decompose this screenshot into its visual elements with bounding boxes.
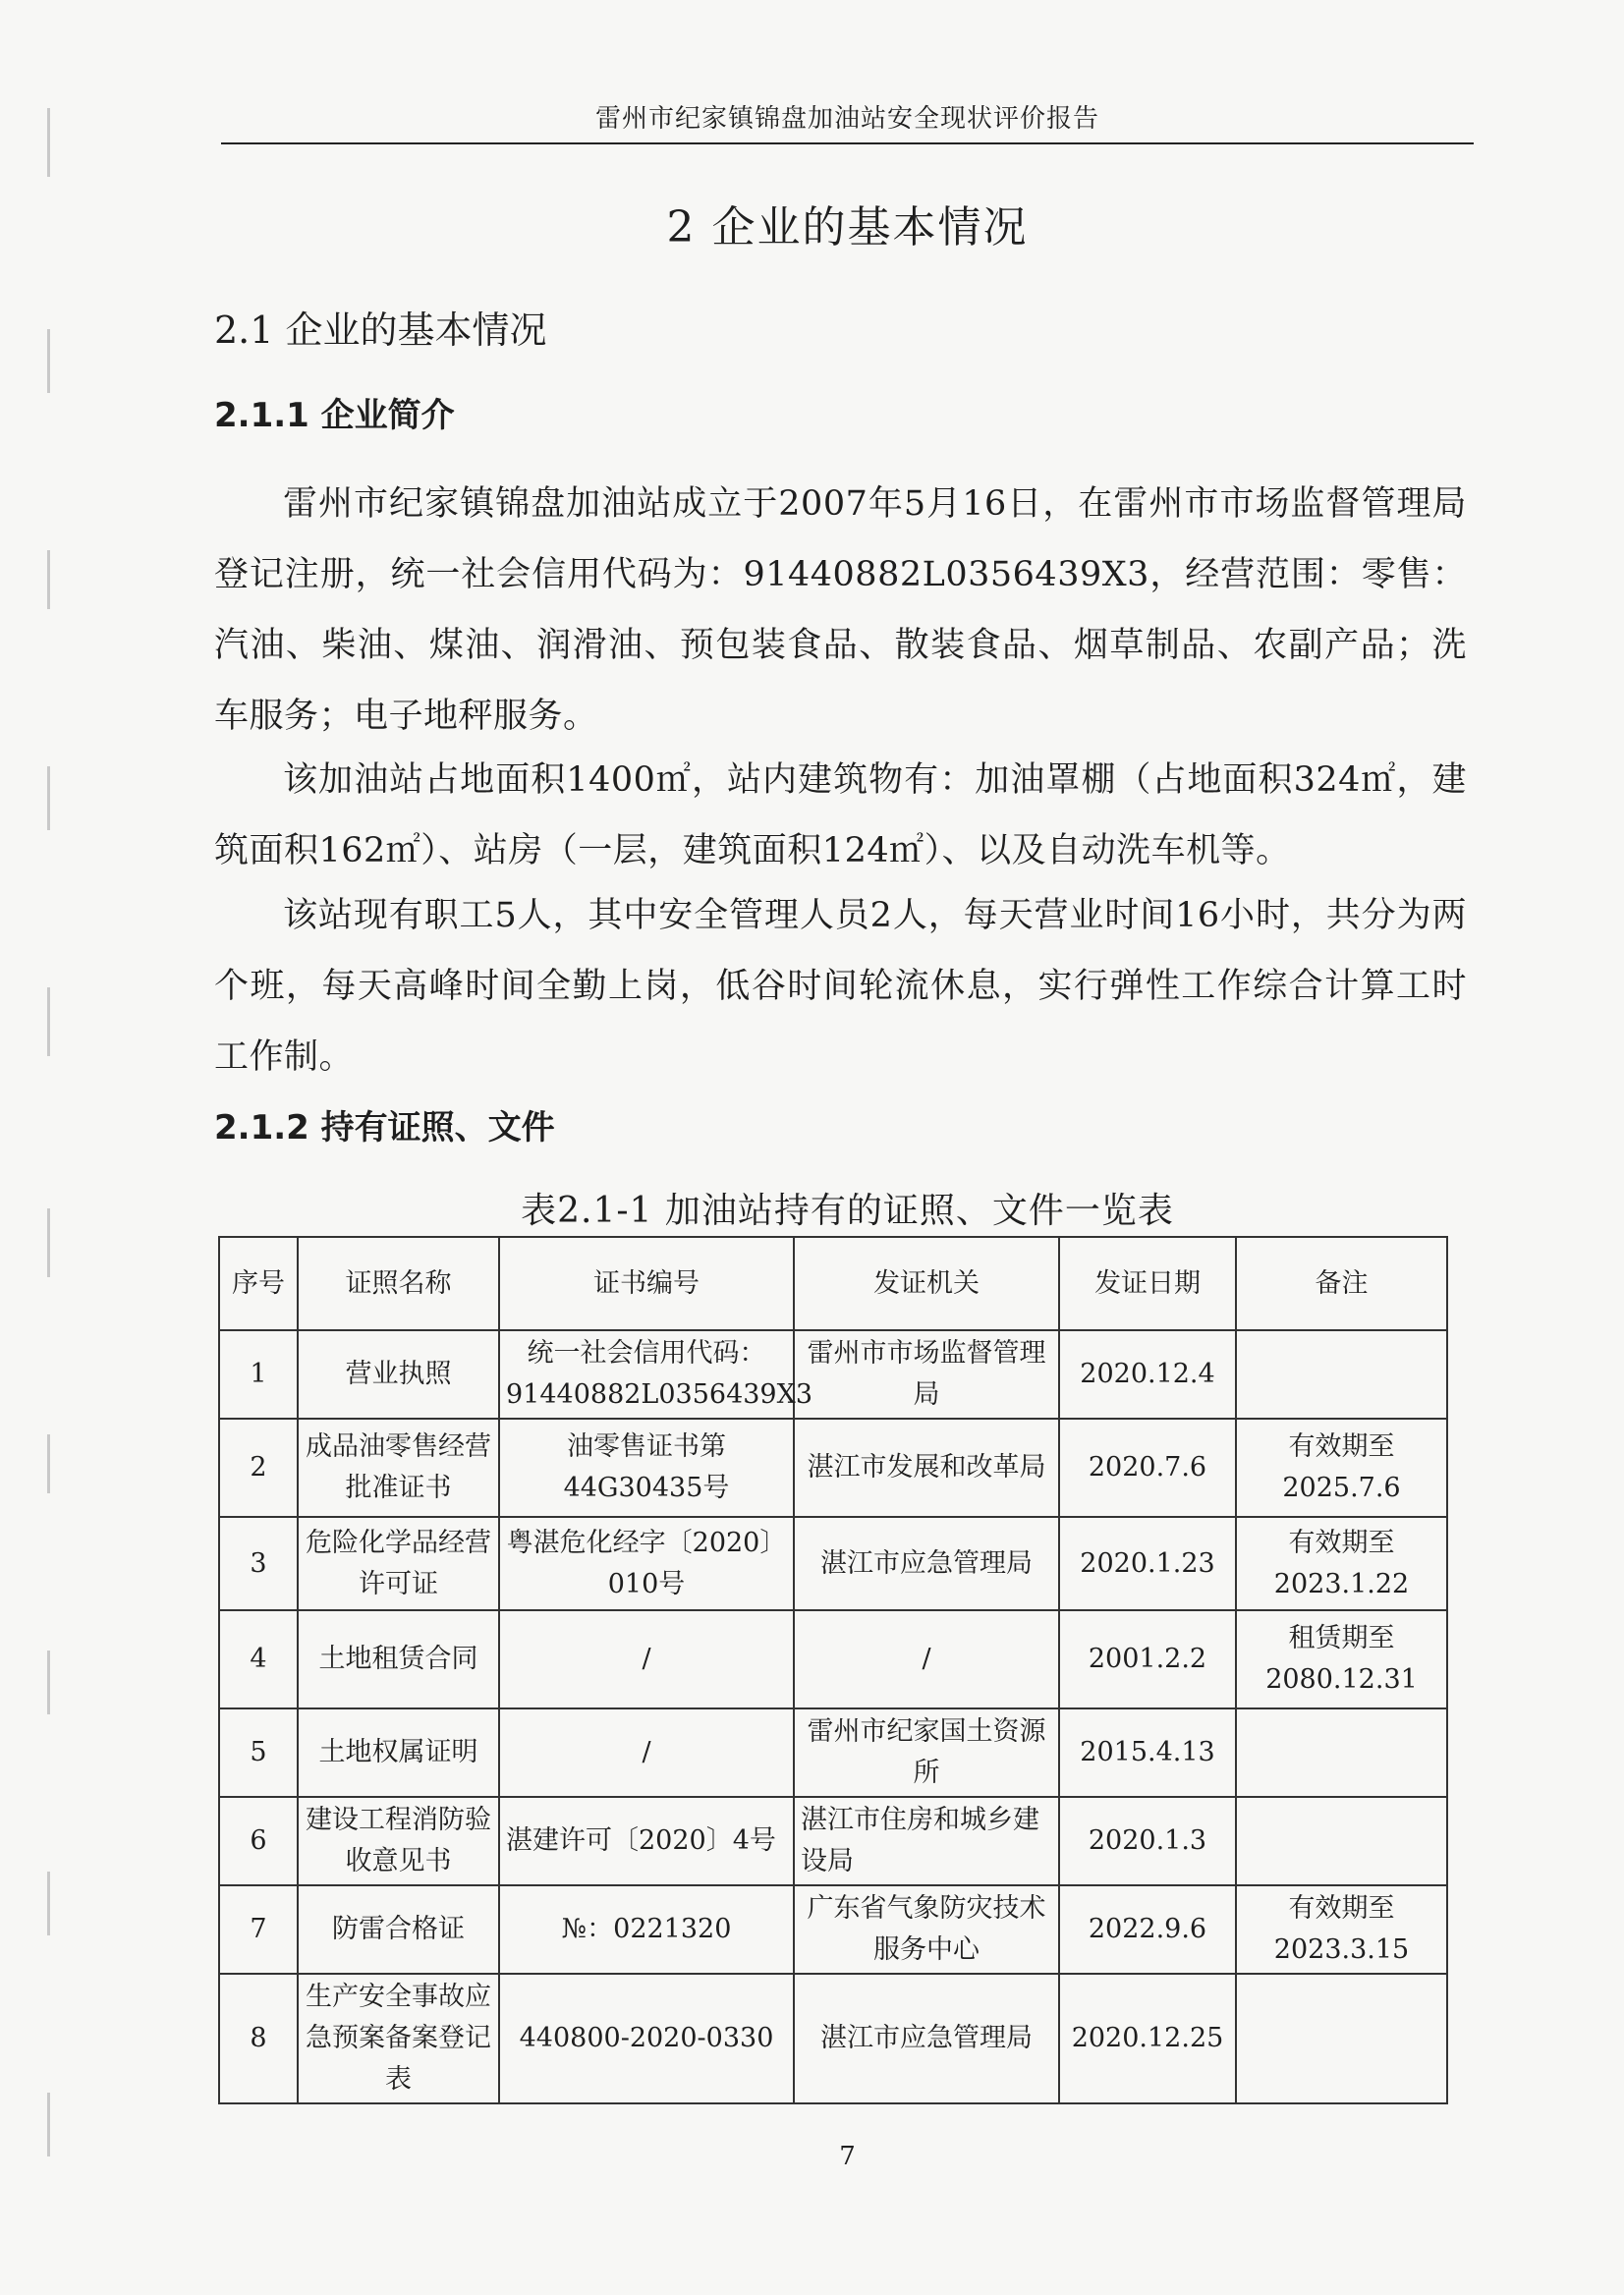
license-table	[218, 1236, 1448, 2104]
cell-certificate-number: 440800-2020-0330	[499, 1974, 794, 2103]
cell-certificate-number: 油零售证书第44G30435号	[499, 1419, 794, 1517]
cell-remarks: 有效期至2023.1.22	[1236, 1517, 1447, 1610]
table-row	[219, 1610, 1447, 1708]
section-title: 2.1 企业的基本情况	[214, 308, 547, 352]
header-remarks: 备注	[1236, 1237, 1447, 1330]
cell-issuing-authority: 雷州市纪家国土资源所	[794, 1708, 1059, 1797]
cell-issuing-authority: 湛江市住房和城乡建设局	[794, 1797, 1059, 1885]
header-certificate-number: 证书编号	[499, 1237, 794, 1330]
scan-margin-mark	[47, 1208, 50, 1277]
cell-issue-date: 2022.9.6	[1059, 1885, 1236, 1974]
header-issuing-authority: 发证机关	[794, 1237, 1059, 1330]
cell-index: 4	[219, 1610, 298, 1708]
cell-license-name: 防雷合格证	[298, 1885, 499, 1974]
cell-issuing-authority: /	[794, 1610, 1059, 1708]
cell-license-name: 营业执照	[298, 1330, 499, 1419]
cell-certificate-number: №：0221320	[499, 1885, 794, 1974]
scan-margin-mark	[47, 329, 50, 393]
header-license-name: 证照名称	[298, 1237, 499, 1330]
cell-license-name: 成品油零售经营批准证书	[298, 1419, 499, 1517]
scan-margin-mark	[47, 550, 50, 609]
scan-margin-mark	[47, 1434, 50, 1493]
subsection-title-profile: 2.1.1 企业简介	[214, 396, 455, 435]
cell-issuing-authority: 湛江市应急管理局	[794, 1517, 1059, 1610]
cell-license-name: 危险化学品经营许可证	[298, 1517, 499, 1610]
cell-issuing-authority: 雷州市市场监督管理局	[794, 1330, 1059, 1419]
table-row	[219, 1708, 1447, 1797]
paragraph-site-area: 该加油站占地面积1400㎡，站内建筑物有：加油罩棚（占地面积324㎡，建筑面积162㎡）、站房（一层，建筑面积124㎡）、以及自动洗车机等。	[214, 760, 1467, 870]
header-issue-date: 发证日期	[1059, 1237, 1236, 1330]
table-row	[219, 1419, 1447, 1517]
cell-index: 3	[219, 1517, 298, 1610]
cell-issue-date: 2001.2.2	[1059, 1610, 1236, 1708]
cell-remarks	[1236, 1708, 1447, 1797]
cell-issue-date: 2020.1.3	[1059, 1797, 1236, 1885]
table-row	[219, 1885, 1447, 1974]
scan-margin-mark	[47, 1872, 50, 1935]
table-row	[219, 1330, 1447, 1419]
running-header: 雷州市纪家镇锦盘加油站安全现状评价报告	[221, 98, 1474, 144]
scan-margin-mark	[47, 108, 50, 177]
cell-issue-date: 2020.7.6	[1059, 1419, 1236, 1517]
scan-margin-mark	[47, 766, 50, 830]
cell-certificate-number: /	[499, 1708, 794, 1797]
cell-index: 1	[219, 1330, 298, 1419]
cell-remarks	[1236, 1797, 1447, 1885]
paragraph-staffing: 该站现有职工5人，其中安全管理人员2人，每天营业时间16小时，共分为两个班，每天高峰时间全勤上岗，低谷时间轮流休息，实行弹性工作综合计算工时工作制。	[214, 896, 1467, 1077]
cell-issue-date: 2020.1.23	[1059, 1517, 1236, 1610]
cell-remarks	[1236, 1330, 1447, 1419]
cell-index: 2	[219, 1419, 298, 1517]
cell-issue-date: 2020.12.25	[1059, 1974, 1236, 2103]
cell-license-name: 土地租赁合同	[298, 1610, 499, 1708]
cell-index: 7	[219, 1885, 298, 1974]
cell-license-name: 生产安全事故应急预案备案登记表	[298, 1974, 499, 2103]
cell-remarks: 租赁期至2080.12.31	[1236, 1610, 1447, 1708]
cell-issuing-authority: 广东省气象防灾技术服务中心	[794, 1885, 1059, 1974]
cell-certificate-number: 湛建许可〔2020〕4号	[499, 1797, 794, 1885]
cell-issue-date: 2020.12.4	[1059, 1330, 1236, 1419]
table-header-row	[219, 1237, 1447, 1330]
cell-issue-date: 2015.4.13	[1059, 1708, 1236, 1797]
cell-remarks: 有效期至2025.7.6	[1236, 1419, 1447, 1517]
cell-issuing-authority: 湛江市发展和改革局	[794, 1419, 1059, 1517]
cell-license-name: 建设工程消防验收意见书	[298, 1797, 499, 1885]
cell-certificate-number: /	[499, 1610, 794, 1708]
subsection-title-licenses: 2.1.2 持有证照、文件	[214, 1108, 555, 1148]
table-row	[219, 1974, 1447, 2103]
cell-issuing-authority: 湛江市应急管理局	[794, 1974, 1059, 2103]
cell-remarks	[1236, 1974, 1447, 2103]
table-row	[219, 1517, 1447, 1610]
chapter-title: 2 企业的基本情况	[666, 202, 1029, 252]
cell-certificate-number: 粤湛危化经字〔2020〕010号	[499, 1517, 794, 1610]
table-caption: 表2.1-1 加油站持有的证照、文件一览表	[521, 1191, 1174, 1231]
scan-margin-mark	[47, 987, 50, 1056]
cell-remarks: 有效期至2023.3.15	[1236, 1885, 1447, 1974]
cell-index: 5	[219, 1708, 298, 1797]
cell-index: 6	[219, 1797, 298, 1885]
cell-certificate-number: 统一社会信用代码：91440882L0356439X3	[499, 1330, 794, 1419]
table-row	[219, 1797, 1447, 1885]
scan-margin-mark	[47, 2093, 50, 2156]
scan-margin-mark	[47, 1651, 50, 1714]
page-number: 7	[839, 2142, 856, 2171]
cell-index: 8	[219, 1974, 298, 2103]
cell-license-name: 土地权属证明	[298, 1708, 499, 1797]
header-index: 序号	[219, 1237, 298, 1330]
paragraph-company-intro: 雷州市纪家镇锦盘加油站成立于2007年5月16日，在雷州市市场监督管理局登记注册，统一社会信用代码为：91440882L0356439X3，经营范围：零售：汽油、柴油、煤油、润滑油、预包装食品、散装食品、烟草制品、农副产品；洗车服务；电子地秤服务。	[214, 484, 1467, 736]
